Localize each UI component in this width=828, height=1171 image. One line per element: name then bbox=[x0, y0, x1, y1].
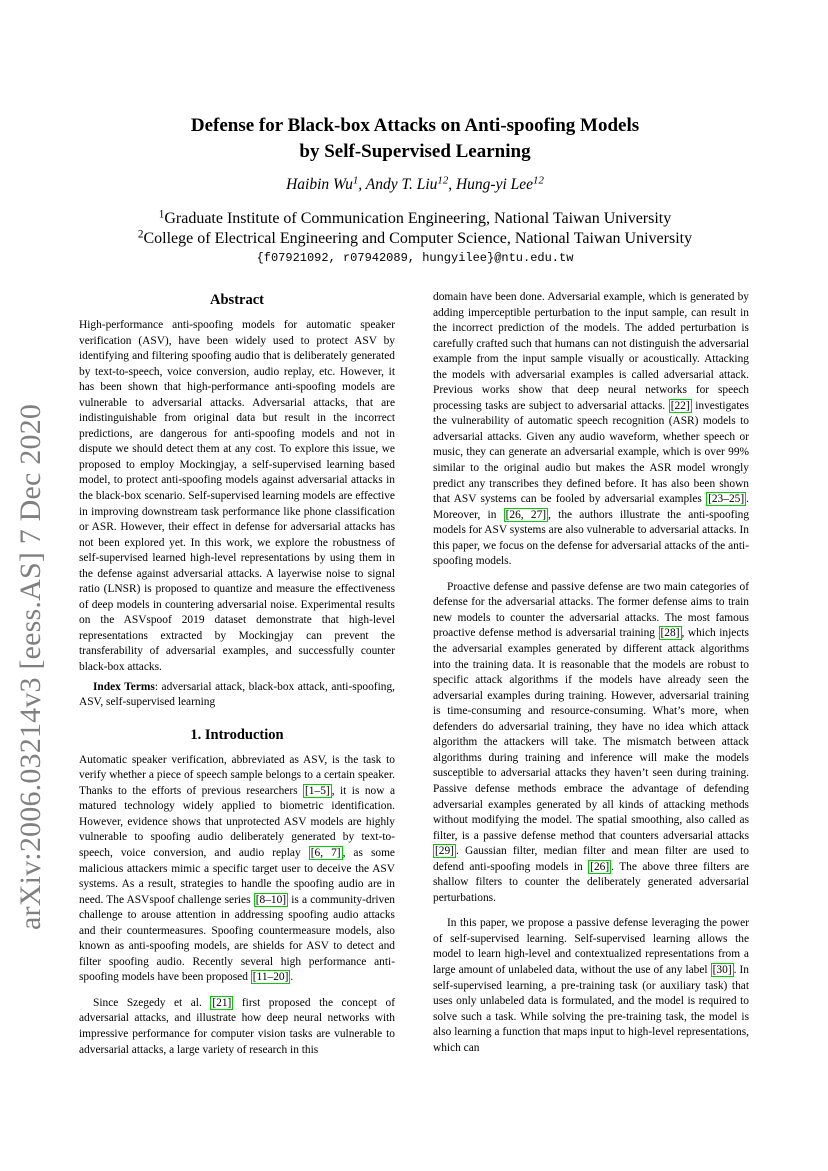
title-line-1: Defense for Black-box Attacks on Anti-spoofing Models bbox=[190, 115, 640, 136]
author-affil-mark: 12 bbox=[437, 174, 449, 187]
affiliation-mark: 2 bbox=[137, 228, 144, 241]
affiliation-text: Graduate Institute of Communication Engineering, National Taiwan University bbox=[164, 210, 672, 227]
body-text: . In self-supervised learning, a pre-training task (or auxiliary task) that uses only unlabeled data is formulated, and the model is required to solve such a task. While solving the pre-training task, the model is also learning a function that maps input to high-level representations, which can bbox=[433, 963, 749, 1054]
author-name: Haibin Wu bbox=[286, 176, 353, 193]
author-emails: {f07921092, r07942089, hungyilee}@ntu.edu.tw bbox=[256, 251, 574, 265]
body-text: domain have been done. Adversarial example, which is generated by adding imperceptible perturbation to the input sample, can result in the incorrect prediction of the models. The added perturbation is carefully crafted such that humans can not distinguish the adversarial example from the input sample visually or acoustically. Attacking the models with adversarial examples is called adversarial attack. Previous works show that deep neural networks for speech processing tasks are subject to adversarial attacks. bbox=[433, 291, 749, 412]
title-line-2: by Self-Supervised Learning bbox=[299, 141, 531, 162]
abstract-heading: Abstract bbox=[210, 292, 264, 308]
body-text: first proposed the concept of adversarial attacks, and illustrate how deep neural networks with impressive performance for computer vision tasks are vulnerable to adversarial attacks, a large variety of research in this bbox=[79, 996, 395, 1056]
author-affil-mark: 1 bbox=[352, 174, 359, 187]
paper-title bbox=[80, 113, 750, 165]
citation-link[interactable]: [11–20] bbox=[252, 971, 289, 984]
affiliation-text: College of Electrical Engineering and Computer Science, National Taiwan University bbox=[143, 230, 693, 247]
intro-paragraph-2 bbox=[79, 996, 395, 1058]
intro-paragraph-1 bbox=[79, 753, 395, 986]
author-affil-mark: 12 bbox=[533, 174, 544, 187]
citation-link[interactable]: [1–5] bbox=[305, 784, 330, 797]
author-name: Hung-yi Lee bbox=[455, 176, 534, 193]
index-terms bbox=[79, 680, 395, 711]
citation-link[interactable]: [26, 27] bbox=[505, 508, 547, 521]
body-text: . Moreover, in bbox=[433, 493, 749, 521]
body-text: investigates the vulnerability of automatic speech recognition (ASR) models to adversarial attacks. Given any audio waveform, whether speech or music, they can generate an adversarial example, which is over 99% similar to the original audio but makes the ASR model wrongly predict any transcribes they defined before. It has also been shown that ASV systems can be fooled by adversarial examples bbox=[433, 399, 749, 506]
right-column bbox=[433, 290, 749, 1056]
citation-link[interactable]: [30] bbox=[712, 963, 732, 976]
body-text: . The above three filters are shallow filters to counter the deliberately generated adversarial perturbations. bbox=[433, 860, 749, 904]
left-column bbox=[79, 290, 395, 1058]
affiliation-1 bbox=[60, 210, 770, 228]
citation-link[interactable]: [23–25] bbox=[708, 493, 745, 506]
citation-link[interactable]: [28] bbox=[660, 627, 680, 640]
arxiv-identifier: arXiv:2006.03214v3 [eess.AS] 7 Dec 2020 bbox=[14, 403, 47, 930]
index-terms-label: Index Terms bbox=[93, 680, 155, 693]
body-text: Since Szegedy et al. bbox=[93, 996, 211, 1009]
intro-paragraph-3 bbox=[433, 290, 749, 570]
body-text: , it is now a matured technology widely applied to biometric identification. However, evidence shows that unprotected ASV models are highly vulnerable to spoofing audio deliberately generated by text-to-speech, voice conversion, and audio replay bbox=[79, 784, 396, 859]
author-name: Andy T. Liu bbox=[365, 176, 438, 193]
body-text: is a community-driven challenge to arouse attention in addressing spoofing audio attacks and their countermeasures. Spoofing countermeasure models, also known as anti-spoofing models, are shields for ASV to detect and filter spoofing audio. Recently several high performance anti-spoofing models have been proposed bbox=[79, 893, 395, 984]
body-text: Automatic speaker verification, abbreviated as ASV, is the task to verify whether a piece of speech sample belongs to a certain speaker. Thanks to the efforts of previous researchers bbox=[79, 753, 395, 797]
citation-link[interactable]: [22] bbox=[670, 399, 690, 412]
abstract-text: High-performance anti-spoofing models for automatic speaker verification (ASV), have been widely used to protect ASV by identifying and filtering spoofing audio that is deliberately generated by text-to-speech, voice conversion, audio replay, etc. However, it has been shown that high-performance anti-spoofing models are vulnerable to adversarial attacks. Adversarial attacks, that are indistinguishable from original data but result in the incorrect predictions, are dangerous for anti-spoofing models and not in dispute we should detect them at any cost. To explore this issue, we proposed to employ Mockingjay, a self-supervised learning based model, to protect anti-spoofing models against adversarial attacks in the black-box scenario. Self-supervised learning models are effective in improving downstream task performance like phone classification or ASR. However, their effect in defense for adversarial attacks has not been explored yet. In this work, we explore the robustness of self-supervised learned high-level representations by using them in the defense against adversarial attacks. A layerwise noise to signal ratio (LNSR) is proposed to quantize and measure the effectiveness of deep models in countering adversarial noise. Experimental results on the ASVspoof 2019 dataset demonstrate that high-level representations extracted by Mockingjay can prevent the transferability of adversarial examples, and successfully counter black-box attacks. bbox=[79, 319, 395, 674]
body-text: Proactive defense and passive defense are two main categories of defense for the adversarial attacks. The former defense aims to train new models to counter the adversarial attacks. The most famous proactive defense method is adversarial training bbox=[433, 580, 749, 640]
body-text: In this paper, we propose a passive defense leveraging the power of self-supervised learning. Self-supervised learning allows the model to learn high-level and contextualized representations from a large amount of unlabeled data, without the use of any label bbox=[433, 917, 749, 976]
citation-link[interactable]: [26] bbox=[590, 860, 610, 873]
citation-link[interactable]: [21] bbox=[212, 996, 232, 1009]
body-text: , the authors illustrate the anti-spoofing models for ASV systems are also vulnerable to adversarial attacks. In this paper, we focus on the defense for adversarial attacks of the anti-spoofing models. bbox=[433, 508, 750, 568]
body-text: . Gaussian filter, median filter and mean filter are used to defend anti-spoofing models in bbox=[433, 845, 749, 873]
citation-link[interactable]: [6, 7] bbox=[310, 846, 341, 859]
body-text: , as some malicious attackers mimic a specific target user to deceive the ASV systems. As a result, strategies to handle the spoofing audio are in need. The ASVspoof challenge series bbox=[79, 846, 395, 906]
intro-paragraph-5 bbox=[433, 916, 749, 1056]
affiliation-2 bbox=[60, 230, 770, 248]
body-text: . bbox=[290, 971, 294, 984]
affiliation-mark: 1 bbox=[158, 208, 165, 221]
intro-paragraph-4 bbox=[433, 580, 749, 906]
citation-link[interactable]: [8–10] bbox=[255, 893, 287, 906]
author-list: Haibin Wu$^1$, Andy T. Liu$^{12}$, Hung-yi Lee$^{12}$ bbox=[286, 174, 544, 193]
body-text: , which injects the adversarial examples generated by different attack algorithms into the training data. It is reasonable that the models are robust to specific attack algorithms if the models have already seen the adversarial examples during training. However, adversarial training is time-consuming and resource-consuming. What’s more, when defenders do adversarial training, they have no idea which attack algorithm the attackers will take. The mismatch between attack algorithms during training and inference will make the models susceptible to adversarial attacks they haven’t seen during training. Passive defense methods embrace the advantage of defending adversarial examples generated by all kinds of attacking methods without modifying the model. The spatial smoothing, also called as filter, is a passive defense method that counters adversarial attacks bbox=[433, 627, 749, 842]
index-terms-text: : adversarial attack, black-box attack, anti-spoofing, ASV, self-supervised learning bbox=[79, 680, 395, 709]
section-heading-introduction: 1. Introduction bbox=[190, 726, 284, 743]
citation-link[interactable]: [29] bbox=[435, 845, 454, 858]
